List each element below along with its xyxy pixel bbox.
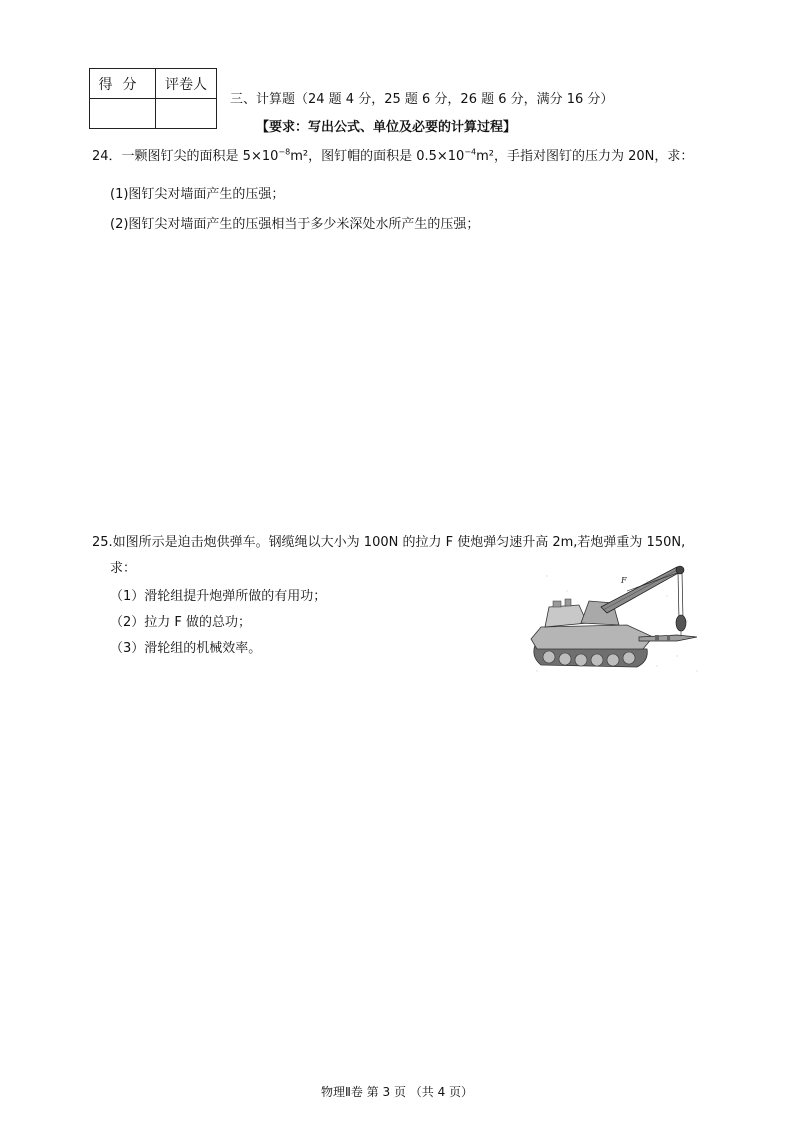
score-cell[interactable]: [90, 99, 156, 129]
section-title: 三、计算题（24 题 4 分，25 题 6 分，26 题 6 分，满分 16 分）: [230, 92, 614, 107]
question-24-stem: [92, 145, 693, 164]
ammo-vehicle-figure: [527, 561, 705, 685]
page-footer: 物理Ⅱ卷 第 3 页 （共 4 页）: [320, 1085, 474, 1099]
question-24-part-2: (2)图钉尖对墙面产生的压强相当于多少米深处水所产生的压强；: [110, 217, 480, 232]
q24-exp1: −8: [278, 147, 291, 157]
question-24-part-1: (1)图钉尖对墙面产生的压强；: [110, 187, 285, 202]
question-25-stem: 25.如图所示是迫击炮供弹车。钢缆绳以大小为 100N 的拉力 F 使炮弹匀速升高 2m,若炮弹重为 150N,: [92, 535, 686, 550]
question-25-part-2: （2）拉力 F 做的总功；: [110, 615, 252, 630]
force-label-f: F: [621, 576, 627, 585]
question-25-ask: 求：: [110, 561, 137, 576]
q24-exp2: −4: [464, 147, 477, 157]
section-requirement: 【要求：写出公式、单位及必要的计算过程】: [256, 120, 517, 135]
question-25-part-1: （1）滑轮组提升炮弹所做的有用功；: [110, 589, 327, 604]
q24-mid: m²，图钉帽的面积是 0.5×10: [290, 149, 465, 164]
score-box: [89, 68, 217, 129]
grader-header: 评卷人: [156, 69, 217, 99]
score-header: 得分: [90, 69, 156, 99]
grader-cell[interactable]: [156, 99, 217, 129]
q24-suffix: m²，手指对图钉的压力为 20N，求：: [476, 149, 694, 164]
q24-prefix: 24．一颗图钉尖的面积是 5×10: [92, 149, 279, 164]
question-25-part-3: （3）滑轮组的机械效率。: [110, 641, 262, 656]
